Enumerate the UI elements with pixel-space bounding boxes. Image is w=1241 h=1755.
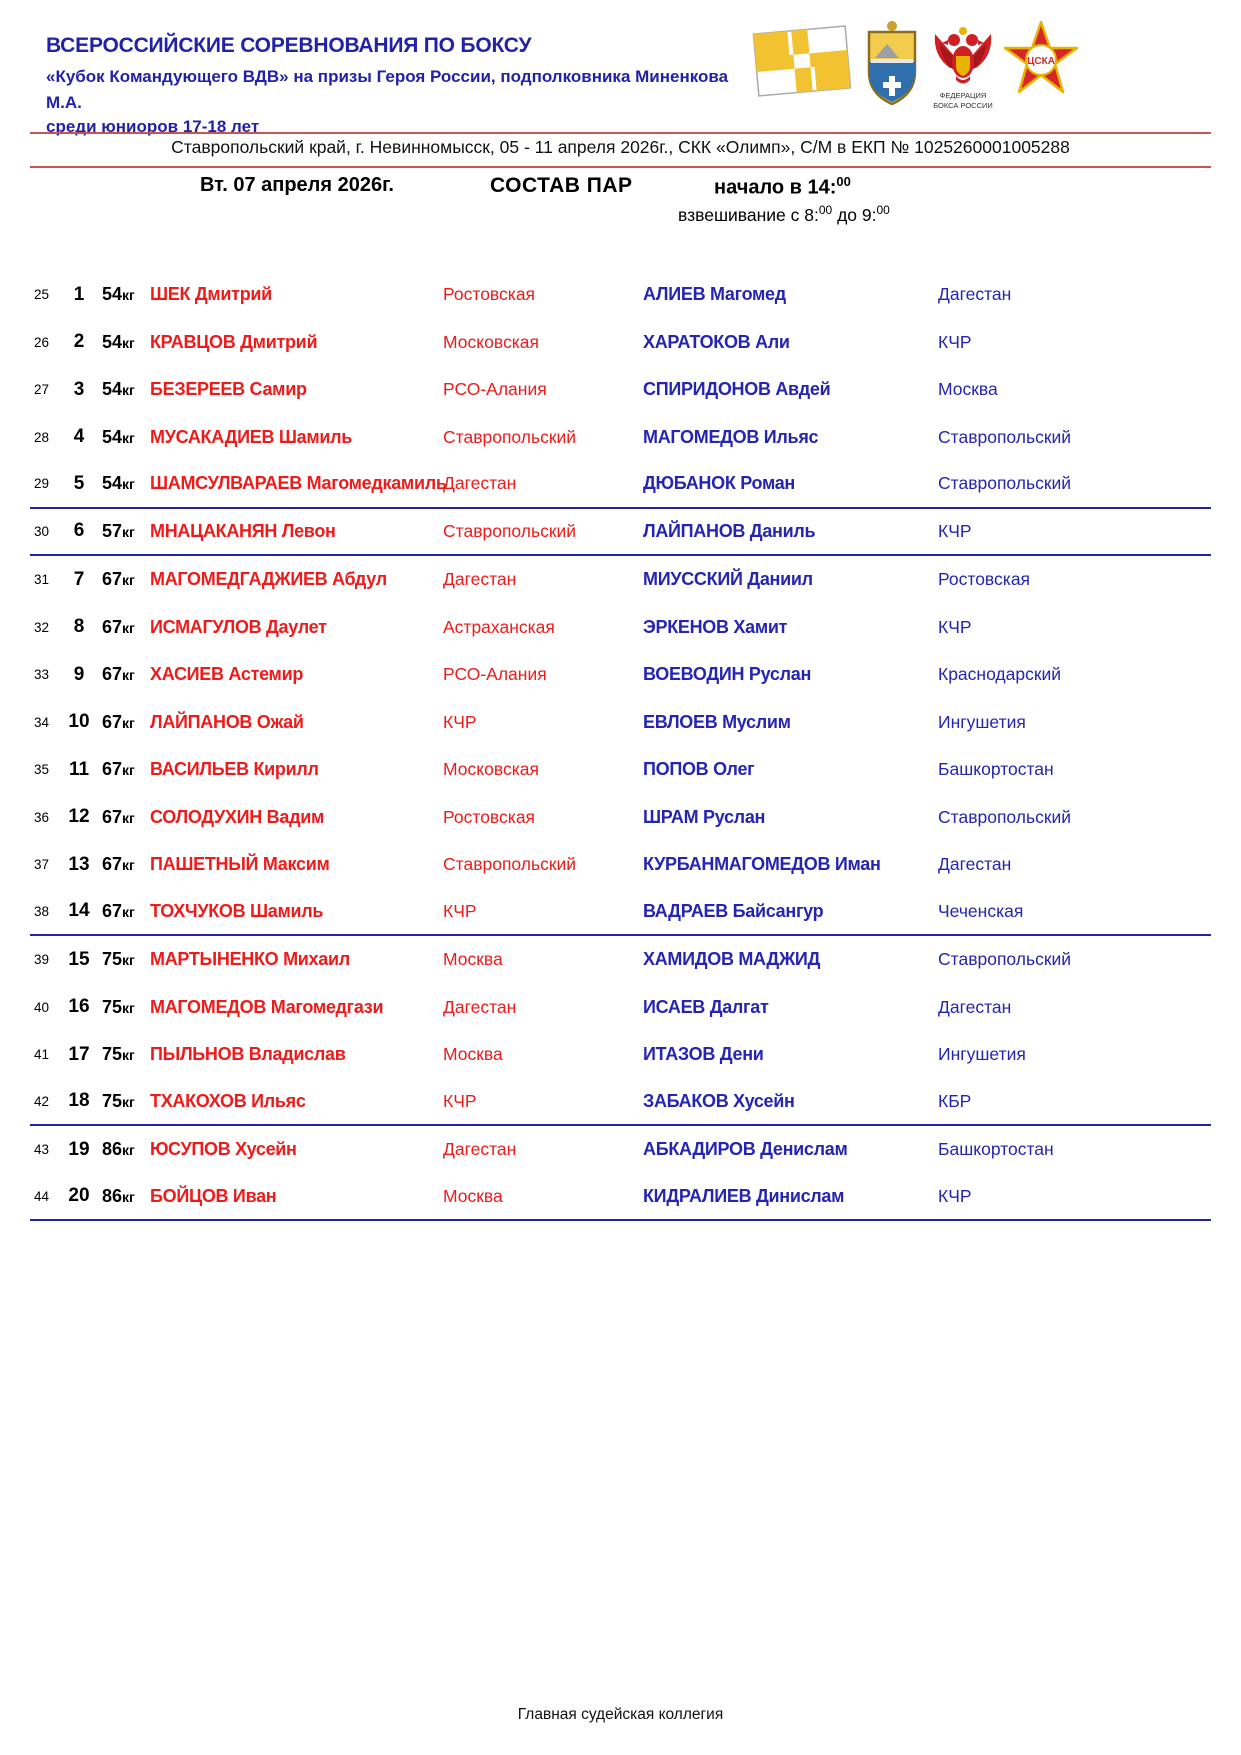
blue-corner-name: МАГОМЕДОВ Ильяс bbox=[643, 426, 819, 447]
bout-number: 38 bbox=[34, 903, 50, 919]
blue-corner-region: КЧР bbox=[938, 1185, 972, 1206]
bout-row bbox=[30, 604, 1211, 652]
weight-value: 67 bbox=[102, 711, 123, 732]
bout-number: 34 bbox=[34, 714, 50, 730]
weight-unit: кг bbox=[122, 999, 135, 1016]
page-subtitle: «Кубок Командующего ВДВ» на призы Героя России, подполковника Миненкова М.А. bbox=[46, 67, 729, 112]
weighin-text-1: взвешивание с 8: bbox=[678, 204, 819, 225]
weight-class bbox=[96, 379, 150, 400]
red-corner-region: Москва bbox=[443, 949, 503, 970]
blue-corner-name: ЛАЙПАНОВ Даниль bbox=[643, 520, 816, 541]
red-corner-region: РСО-Алания bbox=[443, 664, 547, 685]
red-corner-region: Ставропольский bbox=[443, 426, 577, 447]
weighin-time bbox=[678, 203, 890, 226]
red-corner-region: РСО-Алания bbox=[443, 379, 547, 400]
weight-class bbox=[96, 997, 150, 1018]
blue-corner-region: Ставропольский bbox=[938, 426, 1072, 447]
blue-corner-name: ВОЕВОДИН Руслан bbox=[643, 664, 812, 685]
blue-corner-name: АЛИЕВ Магомед bbox=[643, 284, 786, 305]
weight-value: 57 bbox=[102, 520, 123, 541]
start-time-text: начало в 14: bbox=[714, 176, 837, 199]
bout-number: 31 bbox=[34, 572, 50, 588]
red-corner-name: ТОХЧУКОВ Шамиль bbox=[150, 900, 324, 921]
cska-label: ЦСКА bbox=[1027, 56, 1055, 67]
red-corner-region: Москва bbox=[443, 1185, 503, 1206]
weight-value: 54 bbox=[102, 426, 123, 447]
bout-number: 33 bbox=[34, 667, 50, 683]
red-corner-name: ХАСИЕВ Астемир bbox=[150, 664, 304, 685]
bout-number: 36 bbox=[34, 809, 50, 825]
red-corner-region: Московская bbox=[443, 759, 539, 780]
pair-number: 3 bbox=[73, 378, 85, 400]
weight-class bbox=[96, 664, 150, 685]
pair-number: 17 bbox=[68, 1043, 90, 1065]
pair-number: 5 bbox=[73, 472, 85, 494]
weight-unit: кг bbox=[122, 857, 135, 874]
pairs-table bbox=[30, 271, 1211, 1221]
weight-unit: кг bbox=[122, 1142, 135, 1159]
red-corner-region: Дагестан bbox=[443, 1139, 517, 1160]
red-corner-name: БЕЗЕРЕЕВ Самир bbox=[150, 379, 307, 400]
weight-value: 54 bbox=[102, 473, 123, 494]
pair-number: 15 bbox=[68, 948, 90, 970]
weight-unit: кг bbox=[122, 1047, 135, 1064]
weighin-minutes-1: 00 bbox=[818, 203, 833, 217]
bout-number: 37 bbox=[34, 857, 50, 873]
red-corner-region: Астраханская bbox=[443, 616, 555, 637]
blue-corner-name: ВАДРАЕВ Байсангур bbox=[643, 900, 824, 921]
bout-number: 44 bbox=[34, 1188, 50, 1204]
weight-unit: кг bbox=[122, 572, 135, 589]
logo-strip bbox=[750, 18, 1080, 118]
bout-row bbox=[30, 984, 1211, 1032]
red-corner-name: ВАСИЛЬЕВ Кирилл bbox=[150, 759, 319, 780]
weight-unit: кг bbox=[122, 667, 135, 684]
bout-number: 42 bbox=[34, 1093, 50, 1109]
weight-class bbox=[96, 427, 150, 448]
bout-row bbox=[30, 366, 1211, 414]
blue-corner-name: ИСАЕВ Далгат bbox=[643, 996, 769, 1017]
pair-number: 20 bbox=[68, 1185, 90, 1207]
bout-row bbox=[30, 651, 1211, 699]
bout-row bbox=[30, 271, 1211, 319]
red-corner-name: ТХАКОХОВ Ильяс bbox=[150, 1090, 306, 1111]
blue-corner-region: Ставропольский bbox=[938, 949, 1072, 970]
weight-class bbox=[96, 901, 150, 922]
blue-corner-region: Дагестан bbox=[938, 996, 1012, 1017]
weight-class bbox=[96, 807, 150, 828]
weight-class bbox=[96, 1091, 150, 1112]
blue-corner-name: ХАМИДОВ МАДЖИД bbox=[643, 949, 821, 970]
pair-number: 18 bbox=[68, 1090, 90, 1112]
red-corner-name: МУСАКАДИЕВ Шамиль bbox=[150, 426, 353, 447]
footer-signature: Главная судейская коллегия bbox=[517, 1706, 724, 1723]
weight-value: 67 bbox=[102, 569, 123, 590]
weight-value: 75 bbox=[102, 1090, 123, 1111]
bout-row bbox=[30, 794, 1211, 842]
weight-unit: кг bbox=[122, 476, 135, 493]
bout-row bbox=[30, 1174, 1211, 1222]
blue-corner-region: КЧР bbox=[938, 331, 972, 352]
blue-corner-region: КБР bbox=[938, 1090, 972, 1111]
weight-class bbox=[96, 284, 150, 305]
pair-number: 10 bbox=[68, 711, 90, 733]
pair-number: 7 bbox=[73, 568, 85, 590]
red-corner-region: КЧР bbox=[443, 1090, 477, 1111]
red-corner-name: ИСМАГУЛОВ Даулет bbox=[150, 616, 327, 637]
blue-corner-name: КИДРАЛИЕВ Динислам bbox=[643, 1185, 845, 1206]
red-corner-region: Ставропольский bbox=[443, 854, 577, 875]
red-divider-top bbox=[30, 132, 1211, 134]
bout-row bbox=[30, 699, 1211, 747]
blue-corner-region: Башкортостан bbox=[938, 759, 1054, 780]
federation-text-line2: БОКСА РОССИИ bbox=[933, 101, 993, 110]
pair-number: 2 bbox=[73, 331, 85, 353]
pair-number: 9 bbox=[73, 663, 85, 685]
red-corner-region: Ростовская bbox=[443, 284, 536, 305]
bout-row bbox=[30, 889, 1211, 937]
blue-corner-name: ИТАЗОВ Дени bbox=[643, 1044, 764, 1065]
pair-number: 4 bbox=[73, 426, 85, 448]
bout-number: 43 bbox=[34, 1142, 50, 1158]
stavropol-coat-of-arms-icon bbox=[861, 18, 923, 115]
weighin-minutes-2: 00 bbox=[876, 203, 890, 217]
blue-corner-name: ШРАМ Руслан bbox=[643, 806, 766, 827]
blue-corner-region: Ставропольский bbox=[938, 473, 1072, 494]
bout-row bbox=[30, 556, 1211, 604]
blue-corner-name: ДЮБАНОК Роман bbox=[643, 473, 796, 494]
page-title: ВСЕРОССИЙСКИЕ СОРЕВНОВАНИЯ ПО БОКСУ bbox=[46, 34, 532, 57]
red-corner-name: ЛАЙПАНОВ Ожай bbox=[150, 711, 304, 732]
weight-class bbox=[96, 949, 150, 970]
bout-row bbox=[30, 1079, 1211, 1127]
red-corner-name: КРАВЦОВ Дмитрий bbox=[150, 331, 318, 352]
blue-corner-region: КЧР bbox=[938, 616, 972, 637]
weight-unit: кг bbox=[122, 429, 135, 446]
bout-number: 25 bbox=[34, 287, 50, 303]
red-corner-name: ШАМСУЛВАРАЕВ Магомедкамиль bbox=[150, 473, 447, 494]
bout-row bbox=[30, 841, 1211, 889]
blue-corner-name: ЭРКЕНОВ Хамит bbox=[643, 616, 788, 637]
blue-corner-name: МИУССКИЙ Даниил bbox=[643, 569, 813, 590]
red-corner-name: МАГОМЕДГАДЖИЕВ Абдул bbox=[150, 569, 387, 590]
weight-value: 67 bbox=[102, 900, 123, 921]
blue-corner-region: Краснодарский bbox=[938, 664, 1062, 685]
blue-corner-name: ЗАБАКОВ Хусейн bbox=[643, 1090, 795, 1111]
weight-value: 75 bbox=[102, 1044, 123, 1065]
red-corner-region: Ставропольский bbox=[443, 520, 577, 541]
red-corner-region: КЧР bbox=[443, 900, 477, 921]
pair-number: 1 bbox=[73, 283, 85, 305]
pair-number: 19 bbox=[68, 1138, 90, 1160]
red-corner-name: СОЛОДУХИН Вадим bbox=[150, 806, 324, 827]
red-divider-bottom bbox=[30, 166, 1211, 168]
weight-class bbox=[96, 854, 150, 875]
bout-row bbox=[30, 509, 1211, 557]
blue-corner-name: ЕВЛОЕВ Муслим bbox=[643, 711, 791, 732]
blue-corner-name: КУРБАНМАГОМЕДОВ Иман bbox=[643, 854, 881, 875]
blue-corner-name: АБКАДИРОВ Денислам bbox=[643, 1139, 848, 1160]
bout-number: 41 bbox=[34, 1047, 50, 1063]
pair-number: 6 bbox=[73, 520, 85, 542]
federation-text-line1: ФЕДЕРАЦИЯ bbox=[939, 91, 987, 100]
weight-value: 67 bbox=[102, 664, 123, 685]
red-corner-name: БОЙЦОВ Иван bbox=[150, 1185, 277, 1206]
weight-unit: кг bbox=[122, 903, 135, 920]
weight-value: 67 bbox=[102, 616, 123, 637]
red-corner-region: Московская bbox=[443, 331, 539, 352]
weight-class bbox=[96, 569, 150, 590]
weight-value: 75 bbox=[102, 996, 123, 1017]
weight-unit: кг bbox=[122, 714, 135, 731]
bout-row bbox=[30, 1126, 1211, 1174]
blue-corner-region: Ингушетия bbox=[938, 711, 1026, 732]
bout-number: 29 bbox=[34, 476, 50, 492]
header-block bbox=[46, 34, 746, 139]
blue-corner-region: Ингушетия bbox=[938, 1044, 1026, 1065]
weight-unit: кг bbox=[122, 287, 135, 304]
bout-row bbox=[30, 1031, 1211, 1079]
weight-value: 54 bbox=[102, 284, 123, 305]
weight-class bbox=[96, 1044, 150, 1065]
pair-number: 8 bbox=[73, 616, 85, 638]
red-corner-region: Дагестан bbox=[443, 996, 517, 1017]
weight-unit: кг bbox=[122, 809, 135, 826]
pair-number: 12 bbox=[68, 806, 90, 828]
session-start-time bbox=[714, 174, 851, 200]
red-corner-name: ЮСУПОВ Хусейн bbox=[150, 1139, 297, 1160]
bout-row bbox=[30, 414, 1211, 462]
red-corner-name: МАРТЫНЕНКО Михаил bbox=[150, 949, 350, 970]
red-corner-name: МНАЦАКАНЯН Левон bbox=[150, 520, 336, 541]
weight-value: 75 bbox=[102, 949, 123, 970]
blue-corner-region: Ставропольский bbox=[938, 806, 1072, 827]
weight-value: 86 bbox=[102, 1139, 123, 1160]
blue-corner-name: СПИРИДОНОВ Авдей bbox=[643, 379, 831, 400]
doc-title: СОСТАВ ПАР bbox=[490, 174, 633, 197]
pair-number: 14 bbox=[68, 900, 90, 922]
bout-number: 40 bbox=[34, 999, 50, 1015]
weight-value: 67 bbox=[102, 759, 123, 780]
start-time-minutes: 00 bbox=[836, 174, 851, 189]
weight-class bbox=[96, 1186, 150, 1207]
bout-number: 39 bbox=[34, 952, 50, 968]
red-corner-name: ПЫЛЬНОВ Владислав bbox=[150, 1044, 346, 1065]
bout-row bbox=[30, 936, 1211, 984]
session-date: Вт. 07 апреля 2026г. bbox=[200, 174, 394, 196]
weight-class bbox=[96, 617, 150, 638]
weighin-text-2: до 9: bbox=[832, 204, 877, 225]
bout-row bbox=[30, 319, 1211, 367]
blue-corner-name: ПОПОВ Олег bbox=[643, 759, 755, 780]
session-line bbox=[0, 174, 1241, 244]
weight-class bbox=[96, 1139, 150, 1160]
weight-unit: кг bbox=[122, 952, 135, 969]
weight-unit: кг bbox=[122, 1188, 135, 1205]
cska-star-icon bbox=[1003, 18, 1079, 115]
red-corner-name: ШЕК Дмитрий bbox=[150, 284, 272, 305]
boxing-federation-logo bbox=[930, 18, 996, 123]
weight-class bbox=[96, 759, 150, 780]
bout-number: 32 bbox=[34, 619, 50, 635]
weight-value: 67 bbox=[102, 854, 123, 875]
page-subtitle-age-group: среди юниоров 17-18 лет bbox=[46, 117, 260, 137]
weight-value: 54 bbox=[102, 331, 123, 352]
bout-number: 35 bbox=[34, 762, 50, 778]
weight-class bbox=[96, 521, 150, 542]
blue-corner-region: Дагестан bbox=[938, 854, 1012, 875]
red-corner-name: ПАШЕТНЫЙ Максим bbox=[150, 854, 330, 875]
blue-corner-region: Чеченская bbox=[938, 900, 1024, 921]
weight-value: 67 bbox=[102, 806, 123, 827]
weight-class bbox=[96, 473, 150, 494]
red-corner-region: Дагестан bbox=[443, 473, 517, 494]
pair-number: 16 bbox=[68, 996, 90, 1018]
bout-number: 30 bbox=[34, 523, 50, 539]
weight-unit: кг bbox=[122, 1093, 135, 1110]
pair-number: 13 bbox=[68, 853, 90, 875]
blue-corner-name: ХАРАТОКОВ Али bbox=[643, 331, 790, 352]
blue-corner-region: КЧР bbox=[938, 520, 972, 541]
vdv-flag-icon bbox=[750, 18, 854, 109]
weight-value: 54 bbox=[102, 379, 123, 400]
weight-class bbox=[96, 712, 150, 733]
bout-row bbox=[30, 461, 1211, 509]
weight-unit: кг bbox=[122, 382, 135, 399]
weight-value: 86 bbox=[102, 1185, 123, 1206]
blue-corner-region: Башкортостан bbox=[938, 1139, 1054, 1160]
bout-number: 27 bbox=[34, 382, 50, 398]
weight-class bbox=[96, 332, 150, 353]
blue-corner-region: Москва bbox=[938, 379, 998, 400]
red-corner-region: Ростовская bbox=[443, 806, 536, 827]
red-corner-region: Дагестан bbox=[443, 569, 517, 590]
pair-number: 11 bbox=[68, 758, 90, 780]
bout-number: 26 bbox=[34, 334, 50, 350]
weight-unit: кг bbox=[122, 523, 135, 540]
event-location-line: Ставропольский край, г. Невинномысск, 05 - 11 апреля 2026г., СКК «Олимп», С/М в ЕКП № 1025260001005288 bbox=[171, 137, 1070, 157]
red-corner-region: КЧР bbox=[443, 711, 477, 732]
weight-unit: кг bbox=[122, 762, 135, 779]
blue-corner-region: Ростовская bbox=[938, 569, 1031, 590]
weight-unit: кг bbox=[122, 334, 135, 351]
bout-number: 28 bbox=[34, 429, 50, 445]
bout-row bbox=[30, 746, 1211, 794]
blue-corner-region: Дагестан bbox=[938, 284, 1012, 305]
red-corner-name: МАГОМЕДОВ Магомедгази bbox=[150, 996, 384, 1017]
weight-unit: кг bbox=[122, 619, 135, 636]
red-corner-region: Москва bbox=[443, 1044, 503, 1065]
